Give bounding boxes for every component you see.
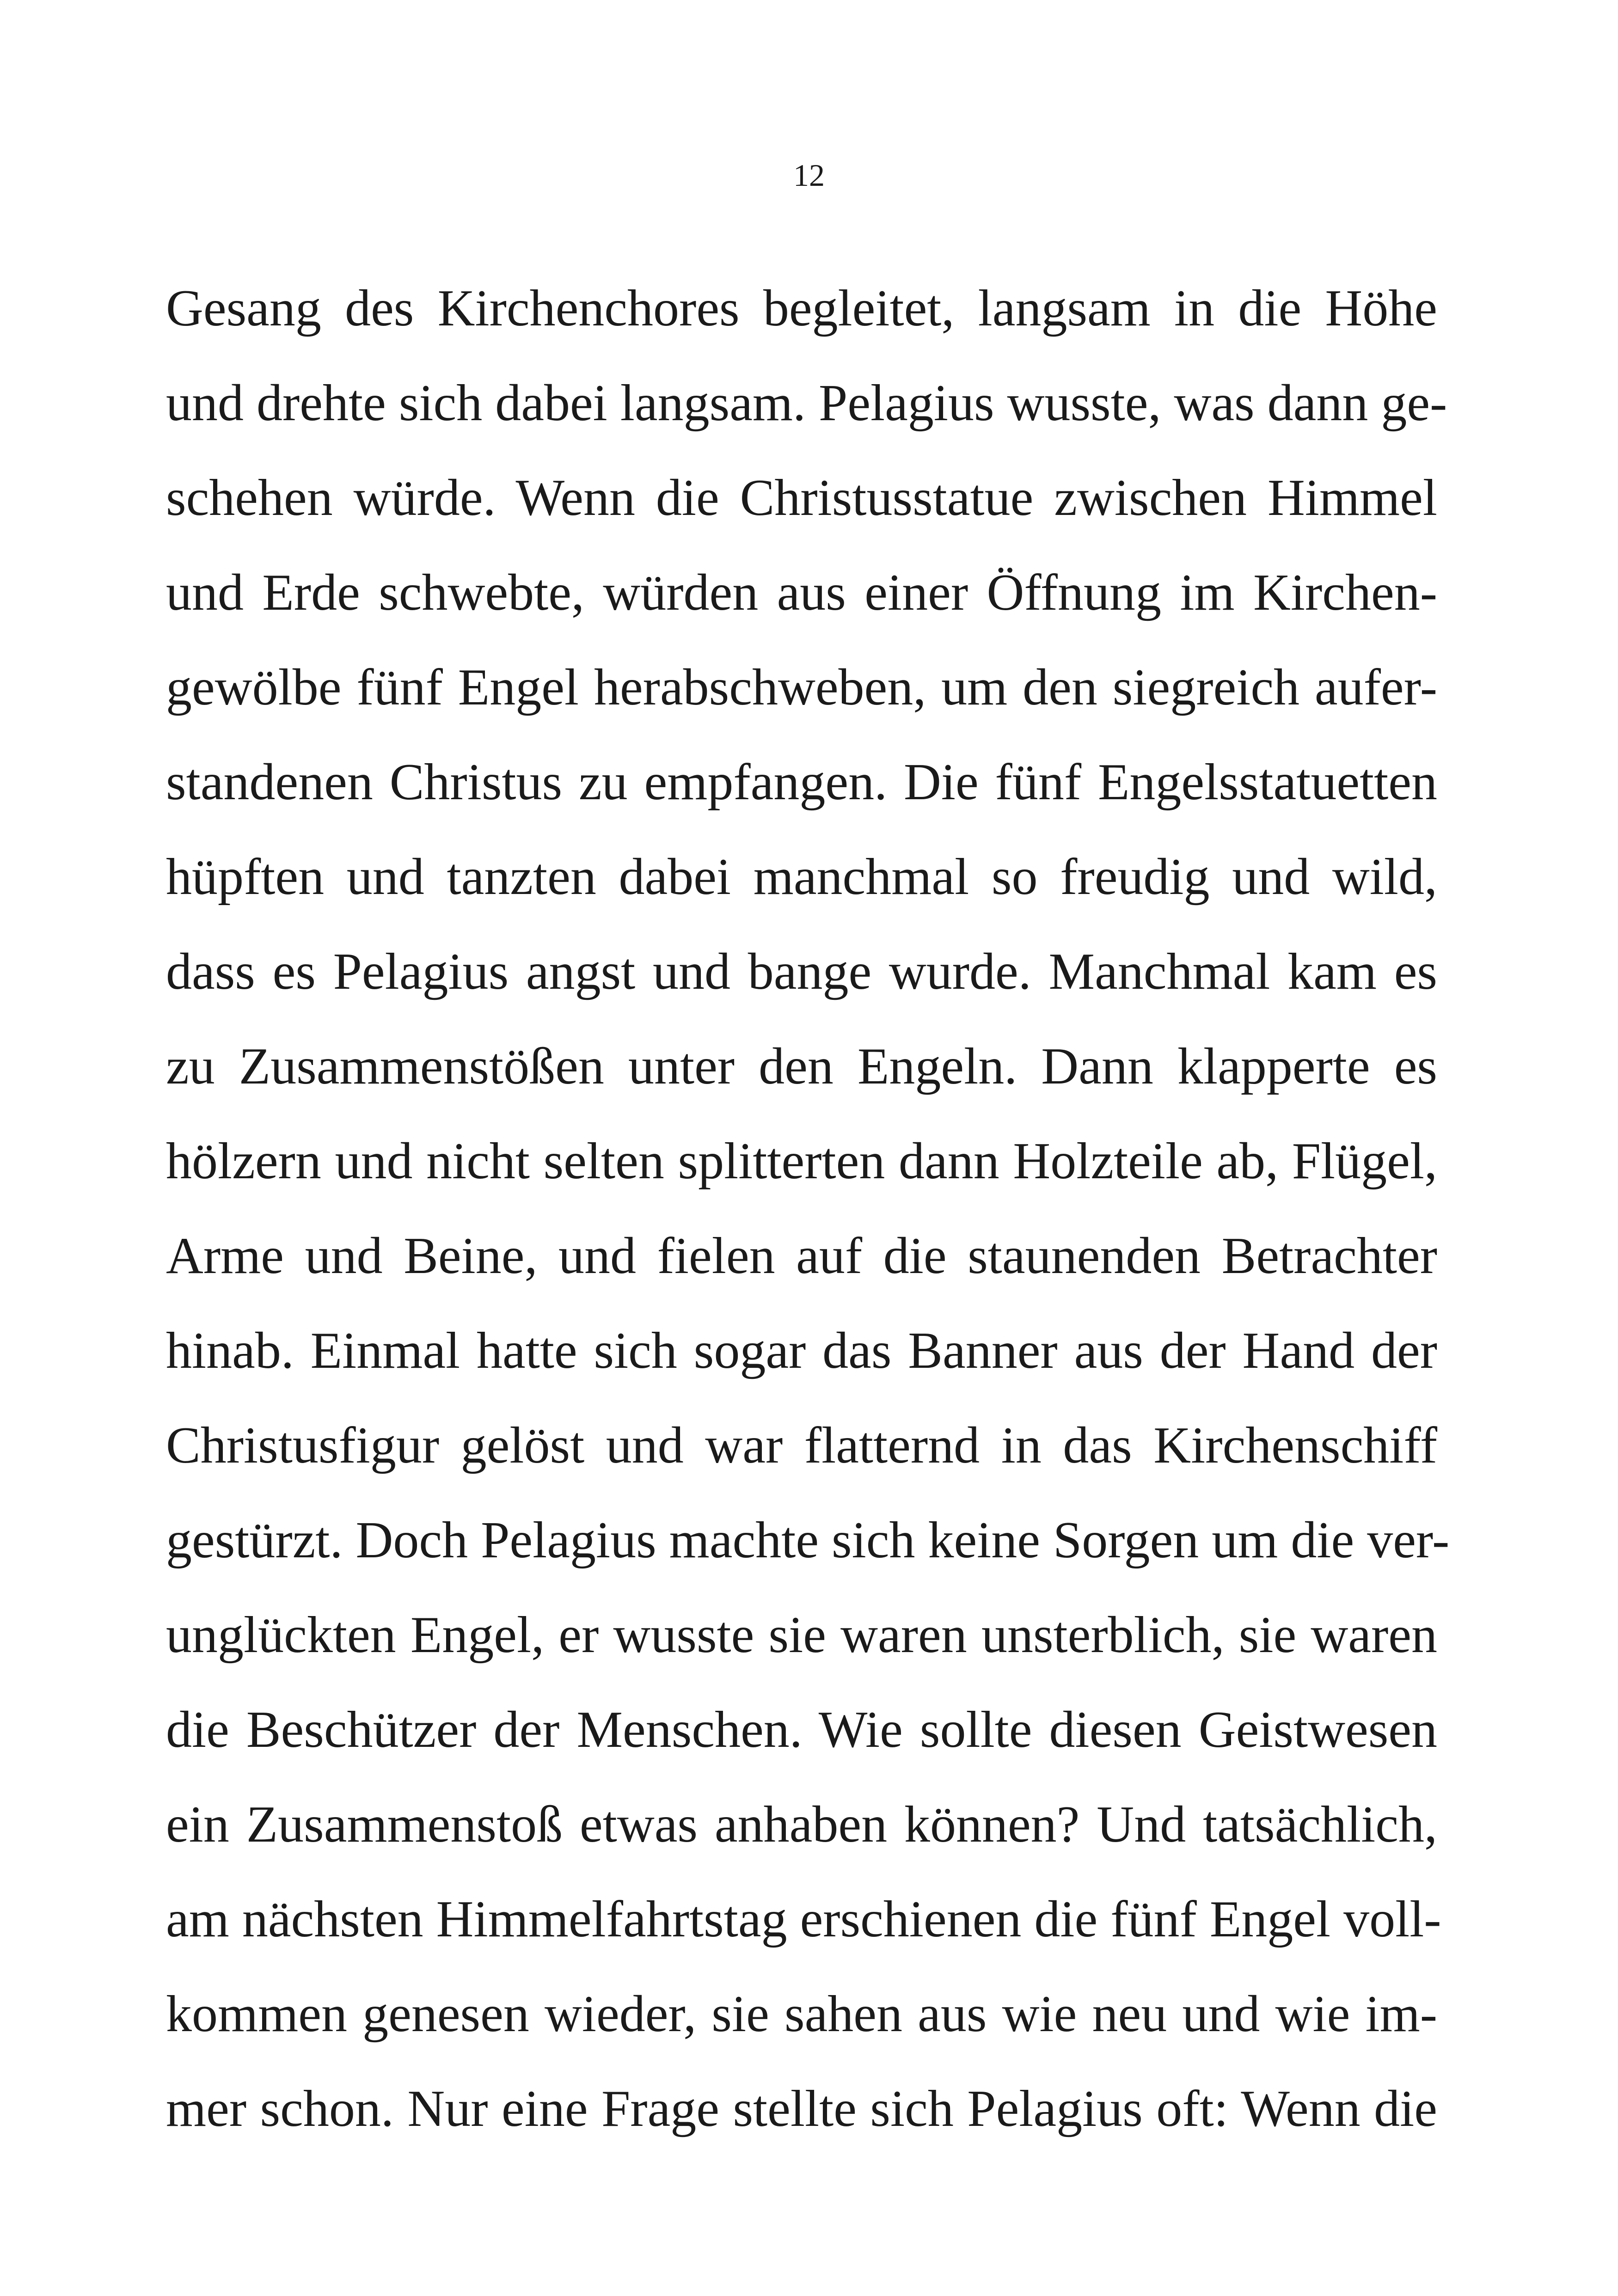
text-line: hinab. Einmal hatte sich sogar das Banner aus der Hand der: [166, 1322, 1437, 1379]
text-line: am nächsten Himmelfahrtstag erschienen die fünf Engel voll-: [166, 1891, 1441, 1948]
text-line: hüpften und tanzten dabei manchmal so freudig und wild,: [166, 848, 1437, 906]
text-line: dass es Pelagius angst und bange wurde. Manchmal kam es: [166, 943, 1437, 1000]
body-text: [166, 261, 1450, 2156]
text-line: Christusfigur gelöst und war flatternd in das Kirchenschiff: [166, 1417, 1437, 1474]
text-line: Arme und Beine, und fielen auf die staunenden Betrachter: [166, 1227, 1437, 1285]
text-line: hölzern und nicht selten splitterten dann Holzteile ab, Flügel,: [166, 1133, 1437, 1190]
text-line: standenen Christus zu empfangen. Die fünf Engelsstatuetten: [166, 753, 1437, 811]
text-line: die Beschützer der Menschen. Wie sollte diesen Geistwesen: [166, 1701, 1437, 1758]
text-line: und drehte sich dabei langsam. Pelagius wusste, was dann ge-: [166, 374, 1447, 432]
text-line: Gesang des Kirchenchores begleitet, langsam in die Höhe: [166, 280, 1437, 337]
page-number: 12: [793, 158, 825, 193]
text-line: gewölbe fünf Engel herabschweben, um den siegreich aufer-: [166, 659, 1437, 716]
text-line: ein Zusammenstoß etwas anhaben können? Und tatsächlich,: [166, 1796, 1437, 1853]
text-line: kommen genesen wieder, sie sahen aus wie neu und wie im-: [166, 1985, 1437, 2043]
text-line: gestürzt. Doch Pelagius machte sich keine Sorgen um die ver-: [166, 1512, 1450, 1569]
text-line: mer schon. Nur eine Frage stellte sich Pelagius oft: Wenn die: [166, 2080, 1437, 2137]
text-line: zu Zusammenstößen unter den Engeln. Dann klapperte es: [166, 1038, 1437, 1095]
text-line: und Erde schwebte, würden aus einer Öffnung im Kirchen-: [166, 564, 1437, 621]
text-line: schehen würde. Wenn die Christusstatue zwischen Himmel: [166, 469, 1437, 527]
text-line: unglückten Engel, er wusste sie waren unsterblich, sie waren: [166, 1606, 1437, 1664]
